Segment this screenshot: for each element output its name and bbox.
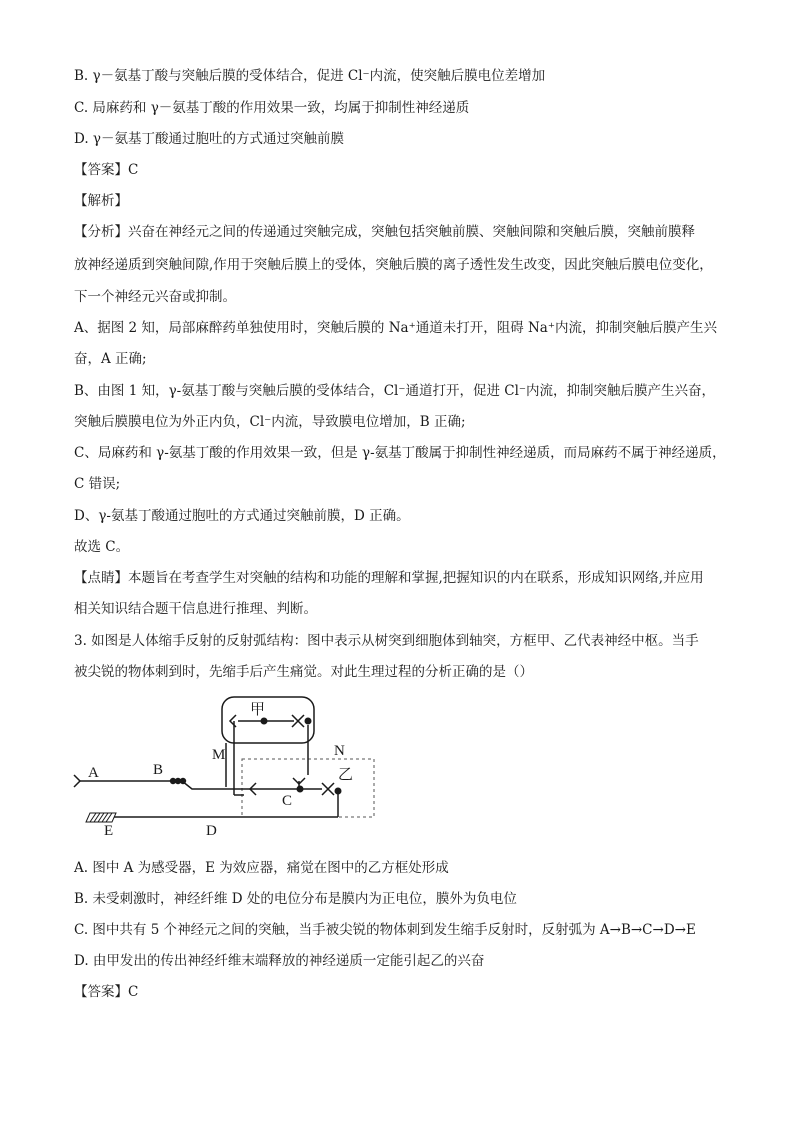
text-line: C 错误;	[74, 476, 121, 492]
reflex-arc-diagram	[70, 695, 390, 840]
question-stem: 3. 如图是人体缩手反射的反射弧结构：图中表示从树突到细胞体到轴突，方框甲、乙代表神经中枢。当手	[74, 633, 699, 649]
analysis-heading: 【解析】	[74, 193, 128, 209]
text-line: C、局麻药和 γ-氨基丁酸的作用效果一致，但是 γ-氨基丁酸属于抑制性神经递质，而局麻药不属于神经递质，	[74, 445, 726, 461]
text-line: 下一个神经元兴奋或抑制。	[74, 289, 236, 305]
text-line: A、据图 2 知，局部麻醉药单独使用时，突触后膜的 Na⁺通道未打开，阻碍 Na⁺内流，抑制突触后膜产生兴	[74, 320, 717, 336]
center-jia-box	[222, 697, 314, 743]
label-n: N	[334, 743, 345, 759]
text-line: 突触后膜膜电位为外正内负，Cl⁻内流，导致膜电位增加，B 正确;	[74, 414, 466, 430]
text-line: D、γ-氨基丁酸通过胞吐的方式通过突触前膜，D 正确。	[74, 508, 410, 524]
label-m: M	[212, 747, 226, 763]
option-d: D. 由甲发出的传出神经纤维末端释放的神经递质一定能引起乙的兴奋	[74, 953, 485, 969]
option-b: B. 未受刺激时，神经纤维 D 处的电位分布是膜内为正电位，膜外为负电位	[74, 891, 517, 907]
label-c: C	[282, 793, 293, 809]
answer-label: 【答案】C	[74, 984, 139, 1000]
text-line: 【分析】兴奋在神经元之间的传递通过突触完成，突触包括突触前膜、突触间隙和突触后膜，突触前膜释	[74, 224, 695, 240]
text-line: 奋，A 正确;	[74, 351, 147, 367]
text-line: 【点睛】本题旨在考查学生对突触的结构和功能的理解和掌握,把握知识的内在联系，形成知识网络,并应用	[74, 570, 704, 586]
label-jia: 甲	[250, 702, 266, 718]
text-line: 放神经递质到突触间隙,作用于突触后膜上的受体，突触后膜的离子透性发生改变，因此突触后膜电位变化，	[74, 257, 713, 273]
answer-label: 【答案】C	[74, 162, 139, 178]
text-line: D. γ－氨基丁酸通过胞吐的方式通过突触前膜	[74, 131, 344, 147]
text-line: B. γ－氨基丁酸与突触后膜的受体结合，促进 Cl⁻内流，使突触后膜电位差增加	[74, 68, 546, 84]
label-b: B	[153, 762, 164, 778]
text-line: 故选 C。	[74, 539, 130, 555]
text-line: C. 局麻药和 γ－氨基丁酸的作用效果一致，均属于抑制性神经递质	[74, 100, 470, 116]
text-line: B、由图 1 知，γ-氨基丁酸与突触后膜的受体结合，Cl⁻通道打开，促进 Cl⁻内流，抑制突触后膜产生兴奋，	[74, 383, 716, 399]
label-d: D	[206, 823, 217, 839]
label-yi: 乙	[338, 767, 354, 783]
option-c: C. 图中共有 5 个神经元之间的突触，当手被尖锐的物体刺到发生缩手反射时，反射弧为 A→B→C→D→E	[74, 922, 696, 938]
effector-e	[86, 813, 116, 822]
question-stem: 被尖锐的物体刺到时，先缩手后产生痛觉。对此生理过程的分析正确的是（）	[74, 664, 533, 680]
label-a: A	[88, 765, 99, 781]
label-e: E	[104, 823, 114, 839]
text-line: 相关知识结合题干信息进行推理、判断。	[74, 601, 317, 617]
option-a: A. 图中 A 为感受器，E 为效应器，痛觉在图中的乙方框处形成	[74, 860, 449, 876]
